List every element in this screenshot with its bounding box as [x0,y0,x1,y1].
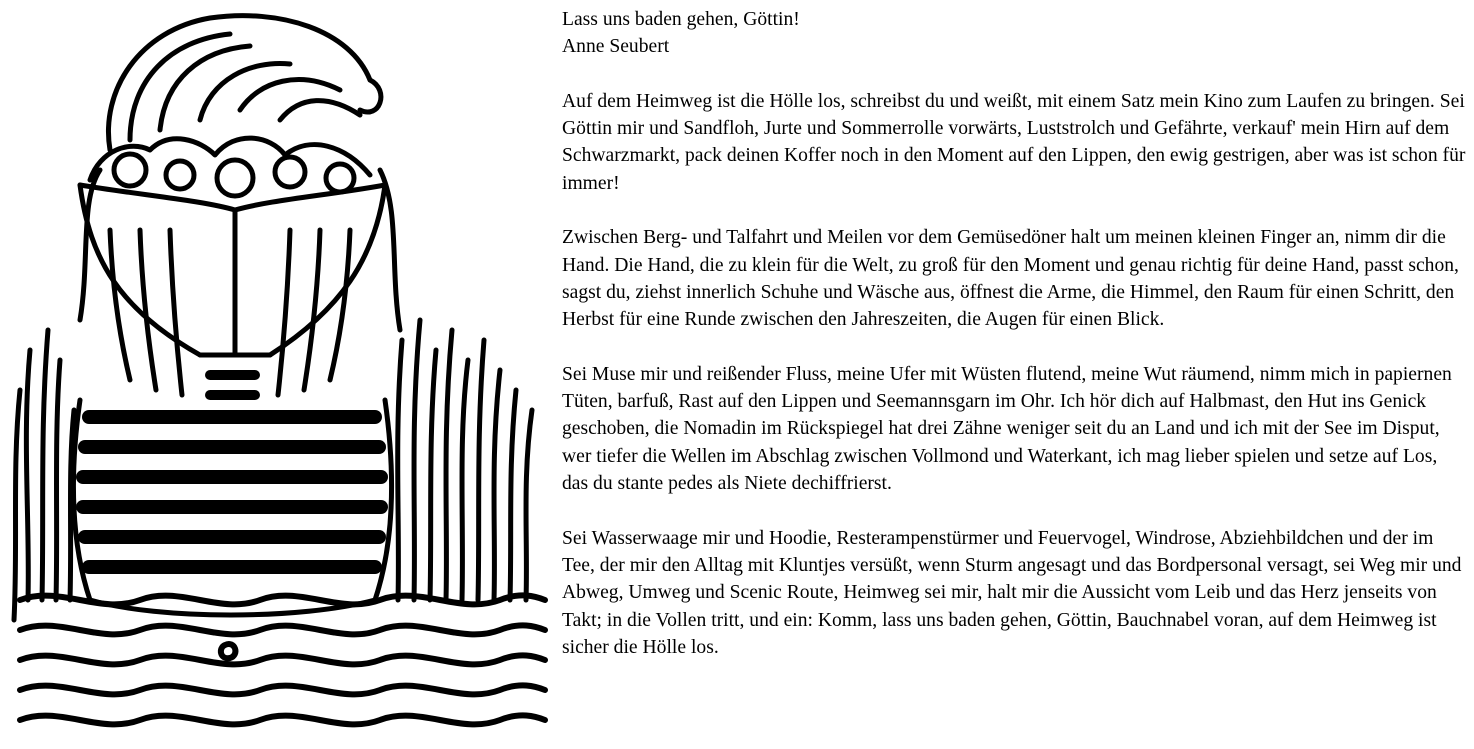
book-top-contents [90,138,370,196]
poem-paragraph-3: Sei Muse mir und reißender Fluss, meine Ufer mit Wüsten flutend, meine Wut räumend, nimm mich in papiernen Tüten, barfuß, Rast auf den Lippen und Seemannsgarn im Ohr. Ich hör dich auf Halbmast, den Hut ins Genick geschoben, die Nomadin im Rückspiegel hat drei Zähne weniger seit du an Land und ich mit der See im Disput, wer tiefer die Wellen im Abschlag zwischen Vollmond und Waterkant, ich mag lieber spielen und setze auf Los, das du stante pedes als Niete dechiffrierst. [562,363,1452,495]
poem-paragraph-4: Sei Wasserwaage mir und Hoodie, Resterampenstürmer und Feuervogel, Windrose, Abziehbildchen und der im Tee, der mir den Alltag mit Kluntjes versüßt, wenn Sturm angesagt und das Bordpersonal versagt, sei Weg mir und Abweg, Umweg und Scenic Route, Heimweg sei mir, halt mir die Aussicht vom Leib und das Herz jenseits von Takt; in die Vollen tritt, und ein: Komm, lass uns baden gehen, Göttin, Bauchnabel voran, auf dem Heimweg ist sicher die Hölle los. [562,527,1462,658]
poem-paragraph-1: Auf dem Heimweg ist die Hölle los, schreibst du und weißt, mit einem Satz mein Kino zum Laufen zu bringen. Sei Göttin mir und Sandfloh, Jurte und Sommerrolle vorwärts, Luststrolch und Gefährte, verkauf' mein Hirn auf dem Schwarzmarkt, pack deinen Koffer noch in den Moment auf den Lippen, den ewig gestrigen, aber was ist schon für immer! [562,90,1466,194]
poem-title: Lass uns baden gehen, Göttin! [562,9,800,30]
poem-text [562,6,1467,688]
poem-author: Anne Seubert [562,36,670,58]
reeds-left [14,330,74,620]
shirt-stripes [76,370,388,574]
poem-paragraph-2: Zwischen Berg- und Talfahrt und Meilen vor dem Gemüsedöner halt um meinen kleinen Finger an, nimm dir die Hand. Die Hand, die zu klein für die Welt, zu groß für den Moment und genau richtig für deine Hand, passt schon, sagst du, ziehst innerlich Schuhe und Wäsche aus, öffnest die Arme, die Himmel, den Raum für einen Schritt, den Herbst für eine Runde zwischen den Jahreszeiten, die Augen für einen Blick. [562,227,1459,331]
ink-illustration [0,0,550,749]
reeds-right [398,320,532,600]
